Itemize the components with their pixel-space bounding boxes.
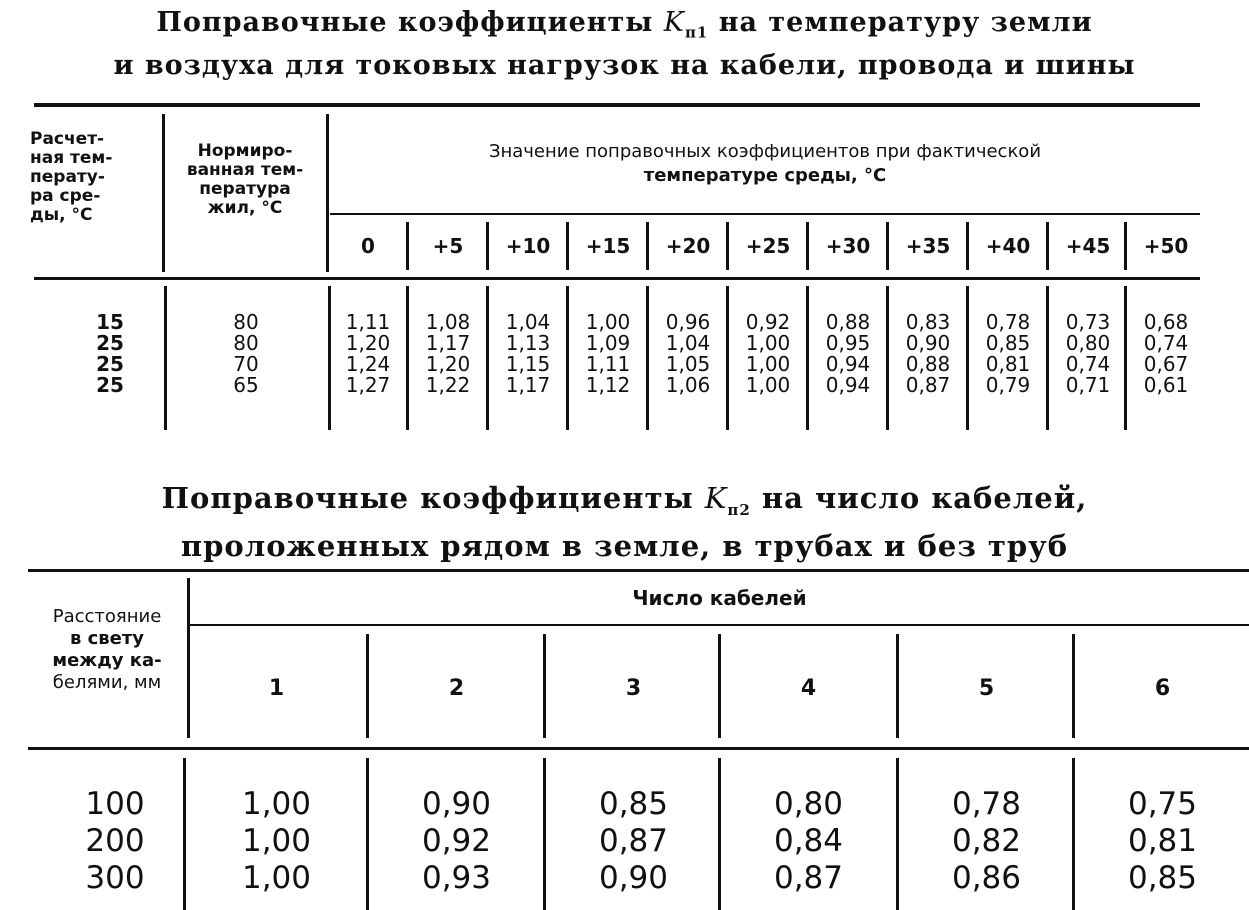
table-cell: 70 <box>233 352 259 376</box>
table2-value-column <box>370 786 543 897</box>
table-cell: 0,73 <box>1065 310 1111 334</box>
table-cell: 1,04 <box>665 331 711 355</box>
table1-divider <box>326 114 329 272</box>
table2-header-distance <box>28 606 186 694</box>
table-cell: 0,85 <box>985 331 1031 355</box>
table2-divider <box>366 758 369 910</box>
table-cell: 0,87 <box>773 860 844 896</box>
table2-divider <box>543 758 546 910</box>
table1-divider <box>406 286 409 430</box>
table-cell: 0,92 <box>421 823 492 859</box>
table1-divider <box>806 286 809 430</box>
table-cell: 1,04 <box>505 310 551 334</box>
table1-divider <box>646 286 649 430</box>
table-cell: 0,85 <box>1127 860 1198 896</box>
table2-divider <box>183 758 186 910</box>
table-cell: 25 <box>96 373 124 397</box>
table2-header-bottom-rule <box>28 747 1249 750</box>
table-cell: 0,88 <box>825 310 871 334</box>
table-cell: 200 <box>85 823 145 859</box>
table1-temp-header: +40 <box>985 234 1031 258</box>
table2-count-header: 4 <box>800 676 817 701</box>
table2-value-column <box>547 786 720 897</box>
table1-divider <box>566 222 569 270</box>
table1-temp-header: +30 <box>825 234 871 258</box>
header-line: пература <box>199 179 291 199</box>
table-cell: 1,06 <box>665 373 711 397</box>
table-cell: 0,74 <box>1143 331 1189 355</box>
table-cell: 0,80 <box>1065 331 1111 355</box>
table-cell: 1,00 <box>745 373 791 397</box>
table1-divider <box>646 222 649 270</box>
table1-title-post: на температуру земли <box>708 7 1093 38</box>
table-cell: 1,22 <box>425 373 471 397</box>
table-cell: 1,00 <box>241 823 312 859</box>
table-cell: 0,90 <box>598 860 669 896</box>
table-cell: 300 <box>85 860 145 896</box>
table-cell: 1,08 <box>425 310 471 334</box>
table1-value-column <box>1128 312 1204 396</box>
table1-value-column <box>810 312 886 396</box>
table1-temp-header: +20 <box>665 234 711 258</box>
table2-divider <box>896 758 899 910</box>
symbol-k-p1 <box>663 7 709 42</box>
table2-title <box>0 480 1249 564</box>
table-cell: 0,87 <box>905 373 951 397</box>
table-cell: 0,75 <box>1127 786 1198 822</box>
table-cell: 0,71 <box>1065 373 1111 397</box>
table-cell: 1,00 <box>241 860 312 896</box>
header-line: Расчет- <box>30 129 105 149</box>
table1-divider <box>162 114 165 272</box>
table1-temp-header: +35 <box>905 234 951 258</box>
table1-divider <box>566 286 569 430</box>
table2-divider <box>718 634 721 738</box>
table1-title-line2: и воздуха для токовых нагрузок на кабели, провода и шины <box>113 50 1136 82</box>
table-cell: 1,09 <box>585 331 631 355</box>
table-cell: 0,93 <box>421 860 492 896</box>
table-cell: 0,90 <box>905 331 951 355</box>
table1-span-rule <box>330 213 1200 215</box>
table1-divider <box>726 222 729 270</box>
table-cell: 1,20 <box>345 331 391 355</box>
header-line: ная тем- <box>30 148 113 168</box>
header-line: перату- <box>30 167 105 187</box>
table-cell: 0,96 <box>665 310 711 334</box>
table1-temp-header: +45 <box>1065 234 1111 258</box>
table1-temp-header: +5 <box>432 234 464 258</box>
table-cell: 0,88 <box>905 352 951 376</box>
table-cell: 1,20 <box>425 352 471 376</box>
table-cell: 1,27 <box>345 373 391 397</box>
table1-divider <box>966 286 969 430</box>
table1-value-column <box>410 312 486 396</box>
table-cell: 1,00 <box>241 786 312 822</box>
table-cell: 65 <box>233 373 259 397</box>
table-cell: 0,84 <box>773 823 844 859</box>
table2-title-line1 <box>0 480 1249 528</box>
table1-core-column <box>166 312 326 396</box>
table-cell: 15 <box>96 310 124 334</box>
table-cell: 1,00 <box>745 352 791 376</box>
table2-count-header: 1 <box>268 676 285 701</box>
table1-divider <box>886 222 889 270</box>
table-cell: 1,15 <box>505 352 551 376</box>
table-cell: 1,05 <box>665 352 711 376</box>
table2-value-column <box>1076 786 1249 897</box>
table1-value-column <box>330 312 406 396</box>
table-cell: 0,87 <box>598 823 669 859</box>
table1-header-core-temp <box>166 142 324 218</box>
table-cell: 0,86 <box>951 860 1022 896</box>
table2-count-header: 6 <box>1154 676 1171 701</box>
header-line: ра сре- <box>30 186 101 206</box>
span-header-line: Значение поправочных коэффициентов при фактической <box>488 141 1042 162</box>
table2-title-line2: проложенных рядом в земле, в трубах и без труб <box>180 528 1069 563</box>
table2-span-header: Число кабелей <box>632 586 807 610</box>
table1-divider <box>966 222 969 270</box>
table1-span-header <box>330 140 1200 188</box>
table2-distance-column <box>55 786 175 897</box>
table-cell: 1,12 <box>585 373 631 397</box>
table-cell: 1,24 <box>345 352 391 376</box>
table1-divider <box>486 286 489 430</box>
symbol-k-p2 <box>704 481 751 519</box>
table-cell: 0,80 <box>773 786 844 822</box>
table-cell: 0,94 <box>825 352 871 376</box>
header-line: ванная тем- <box>186 160 304 180</box>
table-cell: 80 <box>233 331 259 355</box>
table-cell: 0,95 <box>825 331 871 355</box>
table2-value-column <box>722 786 895 897</box>
table2-count-header: 3 <box>625 676 642 701</box>
table-cell: 0,85 <box>598 786 669 822</box>
table2-count-header: 5 <box>978 676 995 701</box>
table1-value-column <box>970 312 1046 396</box>
table-cell: 80 <box>233 310 259 334</box>
table1-value-column <box>890 312 966 396</box>
table-cell: 0,92 <box>745 310 791 334</box>
table1-value-column <box>650 312 726 396</box>
table1-header-bottom-rule <box>34 277 1200 280</box>
table-cell: 0,79 <box>985 373 1031 397</box>
table1-divider <box>806 222 809 270</box>
table2-divider <box>1072 758 1075 910</box>
table-cell: 0,74 <box>1065 352 1111 376</box>
table-cell: 1,17 <box>425 331 471 355</box>
table-cell: 1,00 <box>585 310 631 334</box>
table1-value-column <box>490 312 566 396</box>
table2-divider <box>366 634 369 738</box>
header-line: жил, °С <box>207 198 283 218</box>
table1-top-rule <box>34 103 1200 107</box>
header-line: в свету <box>69 628 145 649</box>
table1-title-pre: Поправочные коэффициенты <box>156 7 664 38</box>
symbol-letter: K <box>663 7 685 38</box>
table1-temp-header: +15 <box>585 234 631 258</box>
table-cell: 1,13 <box>505 331 551 355</box>
symbol-subscript: п2 <box>727 500 751 519</box>
table1-title-line1 <box>0 6 1249 49</box>
header-line: Расстояние <box>52 606 162 627</box>
table1-temp-header: 0 <box>361 234 375 258</box>
header-line: ды, °С <box>30 205 93 225</box>
table-cell: 100 <box>85 786 145 822</box>
table1-temp-header: +50 <box>1143 234 1189 258</box>
table-cell: 0,81 <box>1127 823 1198 859</box>
table1-divider <box>1046 286 1049 430</box>
table-cell: 0,78 <box>985 310 1031 334</box>
table2-title-post: на число кабелей, <box>750 481 1088 515</box>
table1-divider <box>1124 222 1127 270</box>
table2-span-rule <box>190 624 1249 626</box>
symbol-letter: K <box>704 481 728 515</box>
table2-divider <box>1072 634 1075 738</box>
table1-divider <box>1124 286 1127 430</box>
table1-divider <box>406 222 409 270</box>
table2-divider <box>718 758 721 910</box>
table1-divider <box>726 286 729 430</box>
table1-header-env-temp <box>30 130 160 225</box>
table1-title <box>0 6 1249 83</box>
table-cell: 1,11 <box>345 310 391 334</box>
table-cell: 1,11 <box>585 352 631 376</box>
table1-value-column <box>730 312 806 396</box>
table2-divider <box>896 634 899 738</box>
table-cell: 0,78 <box>951 786 1022 822</box>
table1-divider <box>486 222 489 270</box>
table1-temp-header: +10 <box>505 234 551 258</box>
table1-env-column <box>60 312 160 396</box>
header-line: между ка- <box>52 650 162 671</box>
span-header-line: температуре среды, °С <box>643 165 887 186</box>
table-cell: 0,82 <box>951 823 1022 859</box>
table-cell: 0,90 <box>421 786 492 822</box>
table2-value-column <box>900 786 1073 897</box>
table-cell: 0,94 <box>825 373 871 397</box>
table1-value-column <box>570 312 646 396</box>
table-cell: 1,17 <box>505 373 551 397</box>
table-cell: 0,68 <box>1143 310 1189 334</box>
table1-temp-header: +25 <box>745 234 791 258</box>
table-cell: 25 <box>96 331 124 355</box>
table-cell: 0,83 <box>905 310 951 334</box>
table1-divider <box>886 286 889 430</box>
table2-top-rule <box>28 569 1249 572</box>
table-cell: 0,81 <box>985 352 1031 376</box>
table-cell: 1,00 <box>745 331 791 355</box>
header-line: Нормиро- <box>197 141 293 161</box>
table-cell: 0,67 <box>1143 352 1189 376</box>
table2-title-pre: Поправочные коэффициенты <box>161 481 705 515</box>
table-cell: 25 <box>96 352 124 376</box>
table1-value-column <box>1050 312 1126 396</box>
table1-divider <box>1046 222 1049 270</box>
table2-divider <box>543 634 546 738</box>
symbol-subscript: п1 <box>684 23 709 42</box>
table2-value-column <box>190 786 363 897</box>
table-cell: 0,61 <box>1143 373 1189 397</box>
table2-count-header: 2 <box>448 676 465 701</box>
header-line: белями, мм <box>52 672 162 693</box>
